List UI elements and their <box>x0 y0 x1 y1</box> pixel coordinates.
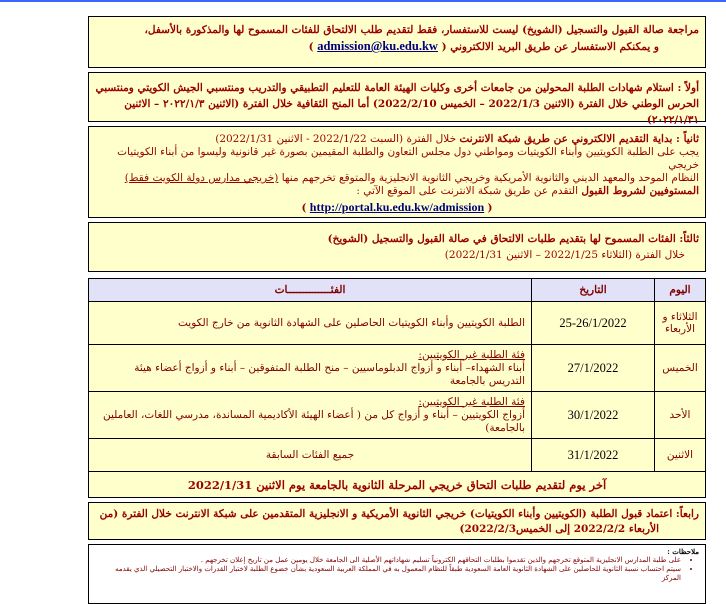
table-row <box>89 302 706 345</box>
intro-notice-text: و يمكنكم الاستفسار عن طريق البريد الالكتروني ( <box>441 41 659 53</box>
announcement-page <box>86 12 708 582</box>
header-date: التاريخ <box>532 279 655 302</box>
row-categories <box>89 302 532 345</box>
intro-notice-line1: مراجعة صالة القبول والتسجيل (الشويخ) ليست للاستفسار، فقط لتقديم طلب الالتحاق للفئات المسموح لها والمذكورة بالأسفل، <box>144 24 699 36</box>
row-categories-text: الطلبة الكويتيين وأبناء الكويتيات الحاصلين على الشهادة الثانوية من خارج الكويت <box>178 316 525 329</box>
notes-list <box>95 556 699 583</box>
schedule-header-row <box>89 279 706 302</box>
section-2-box <box>88 126 706 218</box>
top-border-line <box>0 0 726 2</box>
section-3-box <box>88 222 706 272</box>
row-categories <box>89 345 532 392</box>
admission-email-link[interactable]: admission@ku.edu.kw <box>317 39 438 53</box>
row-date: 27/1/2022 <box>532 345 655 392</box>
section-4-line2: الأربعاء 2022/2/2 إلى الخميس2022/2/3) <box>459 523 659 535</box>
last-day-notice: آخر يوم لتقديم طلبات التحاق خريجي المرحلة الثانوية بالجامعة يوم الاثنين 2022/1/31 <box>88 472 706 498</box>
notes-box <box>88 544 706 604</box>
url-close-paren: ) <box>301 202 307 214</box>
section-1-line2: الحرس الوطني خلال الفترة (الاثنين 2022/1/3 – الخميس 2022/2/10) أما المنح الثقافية خلال الفترة (الاثنين ٢٠٢٢/١/٣ – الاثنين ٢٠٢٢/١/٣١) <box>124 98 699 126</box>
table-row <box>89 439 706 472</box>
notes-title: ملاحظات : <box>667 547 699 556</box>
row-categories-subtitle: فئة الطلبة غير الكويتيين: <box>418 395 525 408</box>
table-row <box>89 345 706 392</box>
row-date: 25-26/1/2022 <box>532 302 655 345</box>
row-day: الثلاثاء و الأربعاء <box>655 302 706 345</box>
row-day: الخميس <box>655 345 706 392</box>
list-item: • سيتم احتساب نسبة الثانوية للحاصلين على الشهادة الثانوية العامة السعودية طبقاً للنظام المعمول به في المملكة العربية السعودية بشأن خضوع الطلبة لاختبار القدرات والاختبار التحصيلي الذي يقدمه المركز <box>95 565 681 583</box>
row-categories-text: أبناء الشهداء– أبناء و أزواج الدبلوماسيين – منح الطلبة المتفوقين – أبناء و أزواج أعضاء هيئة التدريس بالجامعة <box>134 361 525 387</box>
row-categories-text: جميع الفئات السابقة <box>265 448 355 461</box>
row-categories-text: أزواج الكويتيين – أبناء و أزواج كل من ( أعضاء الهيئة الأكاديمية المساندة، مدرسي اللغات، العاملين بالجامعة) <box>103 408 525 434</box>
section-2-period: خلال الفترة (السبت 2022/1/22 - الاثنين 2022/1/31) <box>215 133 457 145</box>
row-date: 31/1/2022 <box>532 439 655 472</box>
section-2-heading: ثانياً : بداية التقديم الالكتروني عن طريق شبكة الانترنت <box>459 133 699 145</box>
row-day: الاثنين <box>655 439 706 472</box>
section-2-line4 <box>95 185 699 198</box>
intro-notice-box <box>88 16 706 68</box>
section-2-line3-text: النظام الموحد والمعهد الديني والثانوية الأمريكية وخريجي الثانوية الانجليزية والمتوقع تخرجهم منها <box>281 172 699 184</box>
intro-notice-line2 <box>95 37 699 56</box>
url-open-paren: ( <box>487 202 493 214</box>
section-2-line3 <box>95 172 699 185</box>
row-categories <box>89 392 532 439</box>
section-2-line1 <box>95 133 699 146</box>
section-4-box <box>88 502 706 540</box>
section-2-line2: يجب على الطلبة الكويتيين وأبناء الكويتيات ومواطني دول مجلس التعاون والطلبة المقيمين بصورة غير قانونية وليسوا من أبناء الكويتيات خريجي <box>117 146 699 171</box>
schedule-table <box>88 278 706 472</box>
admission-portal-link[interactable]: http://portal.ku.edu.kw/admission <box>309 200 485 214</box>
section-2-apply-text: التقدم عن طريق شبكة الانترنت على الموقع الآتي : <box>356 185 579 197</box>
section-2-url-line <box>95 201 699 215</box>
section-1-box <box>88 72 706 126</box>
intro-notice-close: ) <box>308 41 314 53</box>
row-categories-subtitle: فئة الطلبة غير الكويتيين: <box>418 348 525 361</box>
section-2-eligible: المستوفيين لشروط القبول <box>581 185 699 197</box>
header-categories: الفئــــــــــــــات <box>89 279 532 302</box>
section-3-line1: ثالثاً: الفئات المسموح لها بتقديم طلبات الالتحاق في صالة القبول والتسجيل (الشويخ) <box>327 233 699 245</box>
section-4-line1: رابعاً: اعتماد قبول الطلبة (الكويتيين وأبناء الكويتيات) خريجي الثانوية الأمريكية و الانجليزية المتقدمين على شبكة الانترنت خلال الفترة (من <box>99 508 699 520</box>
row-day: الأحد <box>655 392 706 439</box>
table-row <box>89 392 706 439</box>
list-item: • على طلبة المدارس الانجليزية المتوقع تخرجهم والذين تقدموا بطلبات التحاقهم الكترونياً تسليم شهاداتهم الأصلية الى الجامعة خلال يومين عمل من تاريخ إعلان تخرجهم . <box>95 556 681 565</box>
section-1-line1: أولاً : استلام شهادات الطلبة المحولين من جامعات أخرى وكليات الهيئة العامة للتعليم التطبيقي والتدريب ومنتسبي الجيش الكويتي ومنتسبي <box>95 82 699 94</box>
header-day: اليوم <box>655 279 706 302</box>
row-date: 30/1/2022 <box>532 392 655 439</box>
row-categories <box>89 439 532 472</box>
section-2-kuwait-only: (خريجي مدارس دولة الكويت فقط) <box>124 172 279 184</box>
section-3-line2: خلال الفترة (الثلاثاء 2022/1/25 – الاثنين 2022/1/31) <box>444 249 685 261</box>
